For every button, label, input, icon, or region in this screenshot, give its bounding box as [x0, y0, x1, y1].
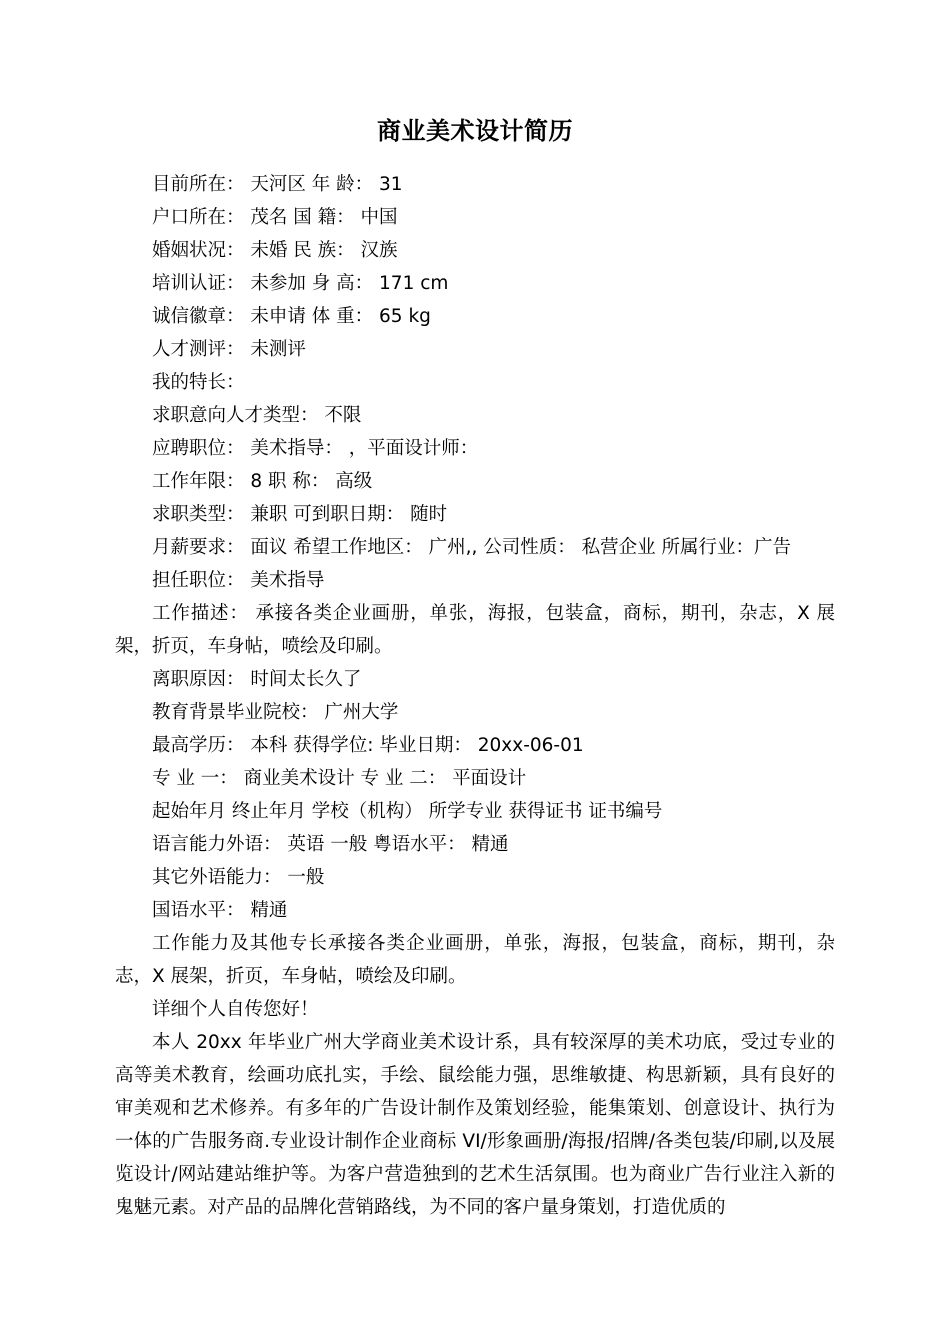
field-applied-position: 应聘职位： 美术指导： ，平面设计师：	[152, 438, 479, 459]
field-other-language: 其它外语能力： 一般	[152, 867, 325, 888]
field-talent-type: 求职意向人才类型： 不限	[152, 405, 362, 426]
field-talent-assessment: 人才测评： 未测评	[152, 339, 306, 360]
field-majors: 专 业 一： 商业美术设计 专 业 二： 平面设计	[152, 768, 527, 789]
field-job-type: 求职类型： 兼职 可到职日期： 随时	[152, 504, 448, 525]
field-current-location: 目前所在： 天河区 年 龄： 31	[152, 174, 403, 195]
field-autobiography-body: 本人 20xx 年毕业广州大学商业美术设计系，具有较深厚的美术功底，受过专业的高等美术教育，绘画功底扎实，手绘、鼠绘能力强，思维敏捷、构思新颖，具有良好的审美观和艺术修养。有多年的广告设计制作及策划经验，能集策划、创意设计、执行为一体的广告服务商.专业设计制作企业商标 VI/形象画册/海报/招牌/各类包装/印刷,以及展览设计/网站建站维护等。为客户营造独到的艺术生活氛围。也为商业广告行业注入新的鬼魅元素。对产品的品牌化营销路线，为不同的客户量身策划，打造优质的	[115, 1032, 835, 1218]
field-education-table-header: 起始年月 终止年月 学校（机构） 所学专业 获得证书 证书编号	[152, 801, 663, 822]
field-marital-status: 婚姻状况： 未婚 民 族： 汉族	[152, 240, 398, 261]
field-training-certification: 培训认证： 未参加 身 高： 171 cm	[152, 273, 449, 294]
field-graduated-school: 教育背景毕业院校： 广州大学	[152, 702, 399, 723]
field-leaving-reason: 离职原因： 时间太长久了	[152, 669, 362, 690]
field-household-registration: 户口所在： 茂名 国 籍： 中国	[152, 207, 398, 228]
field-held-position: 担任职位： 美术指导	[152, 570, 325, 591]
field-job-description: 工作描述： 承接各类企业画册，单张，海报，包装盒，商标，期刊，杂志，X 展架，折页，车身帖，喷绘及印刷。	[115, 603, 835, 657]
document-title: 商业美术设计简历	[377, 117, 573, 145]
field-autobiography-greeting: 详细个人自传您好！	[152, 999, 319, 1020]
field-language-ability: 语言能力外语： 英语 一般 粤语水平： 精通	[152, 834, 509, 855]
field-highest-education: 最高学历： 本科 获得学位: 毕业日期： 20xx-06-01	[152, 735, 584, 756]
field-specialties: 我的特长：	[152, 372, 245, 393]
field-work-abilities: 工作能力及其他专长承接各类企业画册，单张，海报，包装盒，商标，期刊，杂志，X 展架，折页，车身帖，喷绘及印刷。	[115, 933, 835, 987]
field-work-years: 工作年限： 8 职 称： 高级	[152, 471, 373, 492]
field-salary-requirement: 月薪要求： 面议 希望工作地区： 广州,, 公司性质： 私营企业 所属行业：广告	[152, 537, 792, 558]
field-mandarin-level: 国语水平： 精通	[152, 900, 288, 921]
resume-body	[115, 168, 835, 1224]
field-credit-badge: 诚信徽章： 未申请 体 重： 65 kg	[152, 306, 431, 327]
